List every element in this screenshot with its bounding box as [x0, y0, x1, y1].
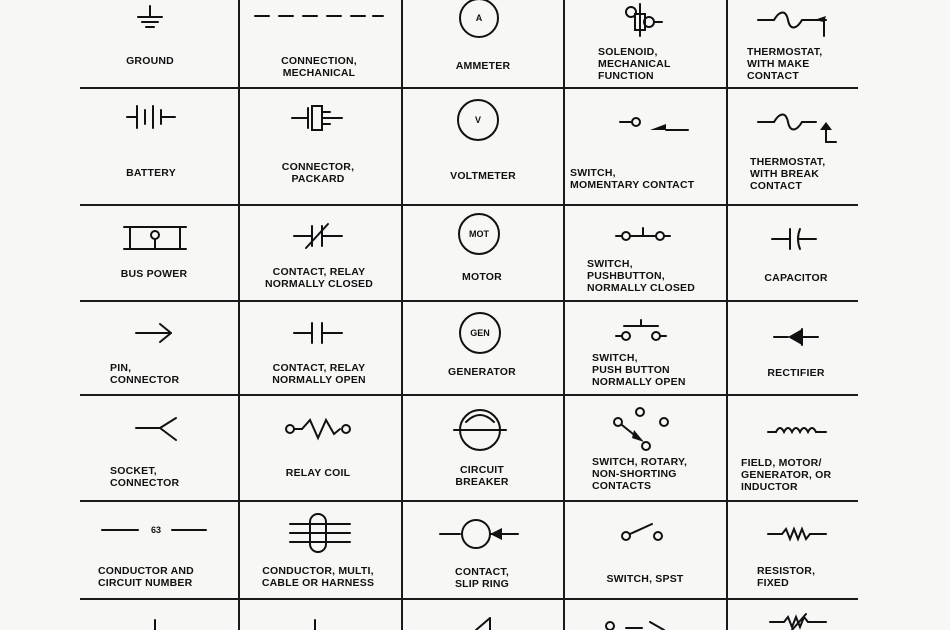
- label-conductor-circuit: CONDUCTOR AND CIRCUIT NUMBER: [98, 565, 194, 589]
- momentary-switch-icon: [620, 114, 690, 136]
- partial-symbol-icon: [602, 618, 672, 630]
- label-resistor-fixed: RESISTOR, FIXED: [757, 565, 816, 589]
- label-switch-rotary: SWITCH, ROTARY, NON-SHORTING CONTACTS: [592, 456, 688, 492]
- label-solenoid: SOLENOID, MECHANICAL FUNCTION: [598, 46, 671, 82]
- partial-symbol-icon: [140, 620, 170, 630]
- pushbutton-nc-switch-icon: [616, 226, 670, 246]
- row-divider: [80, 598, 858, 600]
- column-divider: [726, 0, 728, 630]
- label-bus-power: BUS POWER: [120, 268, 188, 280]
- thermostat-break-icon: [758, 110, 838, 144]
- ammeter-glyph: A: [475, 13, 483, 23]
- slip-ring-contact-icon: [438, 516, 522, 552]
- row-divider: [80, 394, 858, 396]
- voltmeter-glyph: V: [474, 115, 482, 125]
- partial-symbol-icon: [770, 612, 830, 630]
- row-divider: [80, 300, 858, 302]
- label-switch-pushbutton-no: SWITCH, PUSH BUTTON NORMALLY OPEN: [592, 352, 686, 388]
- motor-icon: [456, 214, 502, 256]
- row-divider: [80, 204, 858, 206]
- label-generator: GENERATOR: [448, 366, 516, 378]
- label-contact-slip-ring: CONTACT, SLIP RING: [454, 566, 510, 590]
- label-contact-relay-no: CONTACT, RELAY NORMALLY OPEN: [272, 362, 366, 386]
- label-ammeter: AMMETER: [455, 60, 511, 72]
- column-divider: [238, 0, 240, 630]
- label-rectifier: RECTIFIER: [767, 367, 825, 379]
- label-relay-coil: RELAY COIL: [285, 467, 351, 479]
- partial-symbol-icon: [472, 616, 502, 630]
- multi-conductor-cable-icon: [288, 512, 352, 554]
- label-contact-relay-nc: CONTACT, RELAY NORMALLY CLOSED: [264, 266, 374, 290]
- pin-connector-icon: [134, 322, 176, 344]
- motor-glyph: MOT: [469, 229, 489, 239]
- pushbutton-no-switch-icon: [616, 318, 666, 344]
- label-switch-pushbutton-nc: SWITCH, PUSHBUTTON, NORMALLY CLOSED: [587, 258, 696, 294]
- bus-power-icon: [124, 221, 186, 255]
- label-connection-mechanical: CONNECTION, MECHANICAL: [281, 55, 357, 79]
- label-motor: MOTOR: [462, 271, 502, 283]
- inductor-icon: [768, 422, 828, 438]
- fixed-resistor-icon: [768, 526, 828, 542]
- label-field-motor: FIELD, MOTOR/ GENERATOR, OR INDUCTOR: [741, 457, 832, 493]
- packard-connector-icon: [290, 98, 346, 138]
- rotary-switch-icon: [606, 406, 676, 454]
- battery-icon: [125, 100, 180, 134]
- solenoid-icon: [620, 2, 670, 38]
- row-divider: [80, 87, 858, 89]
- label-capacitor: CAPACITOR: [764, 272, 828, 284]
- circuit-breaker-icon: [454, 406, 506, 454]
- ground-icon: [130, 6, 170, 34]
- label-ground: GROUND: [126, 55, 174, 67]
- generator-glyph: GEN: [470, 328, 490, 338]
- relay-coil-icon: [284, 414, 354, 444]
- rectifier-icon: [772, 324, 820, 350]
- label-switch-momentary: SWITCH, MOMENTARY CONTACT: [570, 167, 695, 191]
- relay-no-contact-icon: [292, 320, 346, 346]
- label-thermostat-make: THERMOSTAT, WITH MAKE CONTACT: [747, 46, 823, 82]
- capacitor-icon: [770, 226, 820, 252]
- label-pin-connector: PIN, CONNECTOR: [110, 362, 180, 386]
- conductor-number-icon: [100, 520, 210, 540]
- column-divider: [401, 0, 403, 630]
- socket-connector-icon: [134, 414, 180, 444]
- label-thermostat-break: THERMOSTAT, WITH BREAK CONTACT: [750, 156, 826, 192]
- label-connector-packard: CONNECTOR, PACKARD: [281, 161, 355, 185]
- spst-switch-icon: [614, 520, 674, 544]
- label-voltmeter: VOLTMETER: [450, 170, 516, 182]
- mechanical-connection-icon: [255, 12, 385, 22]
- voltmeter-icon: [455, 100, 501, 142]
- label-battery: BATTERY: [126, 167, 176, 179]
- label-conductor-multi: CONDUCTOR, MULTI, CABLE OR HARNESS: [261, 565, 375, 589]
- label-circuit-breaker: CIRCUIT BREAKER: [455, 464, 509, 488]
- label-socket-connector: SOCKET, CONNECTOR: [110, 465, 180, 489]
- row-divider: [80, 500, 858, 502]
- partial-symbol-icon: [300, 620, 330, 630]
- conductor-number-glyph: 63: [150, 525, 162, 535]
- column-divider: [563, 0, 565, 630]
- ammeter-icon: [456, 0, 502, 40]
- thermostat-make-icon: [758, 8, 838, 38]
- relay-nc-contact-icon: [292, 222, 346, 252]
- label-switch-spst: SWITCH, SPST: [606, 573, 684, 585]
- generator-icon: [457, 313, 503, 355]
